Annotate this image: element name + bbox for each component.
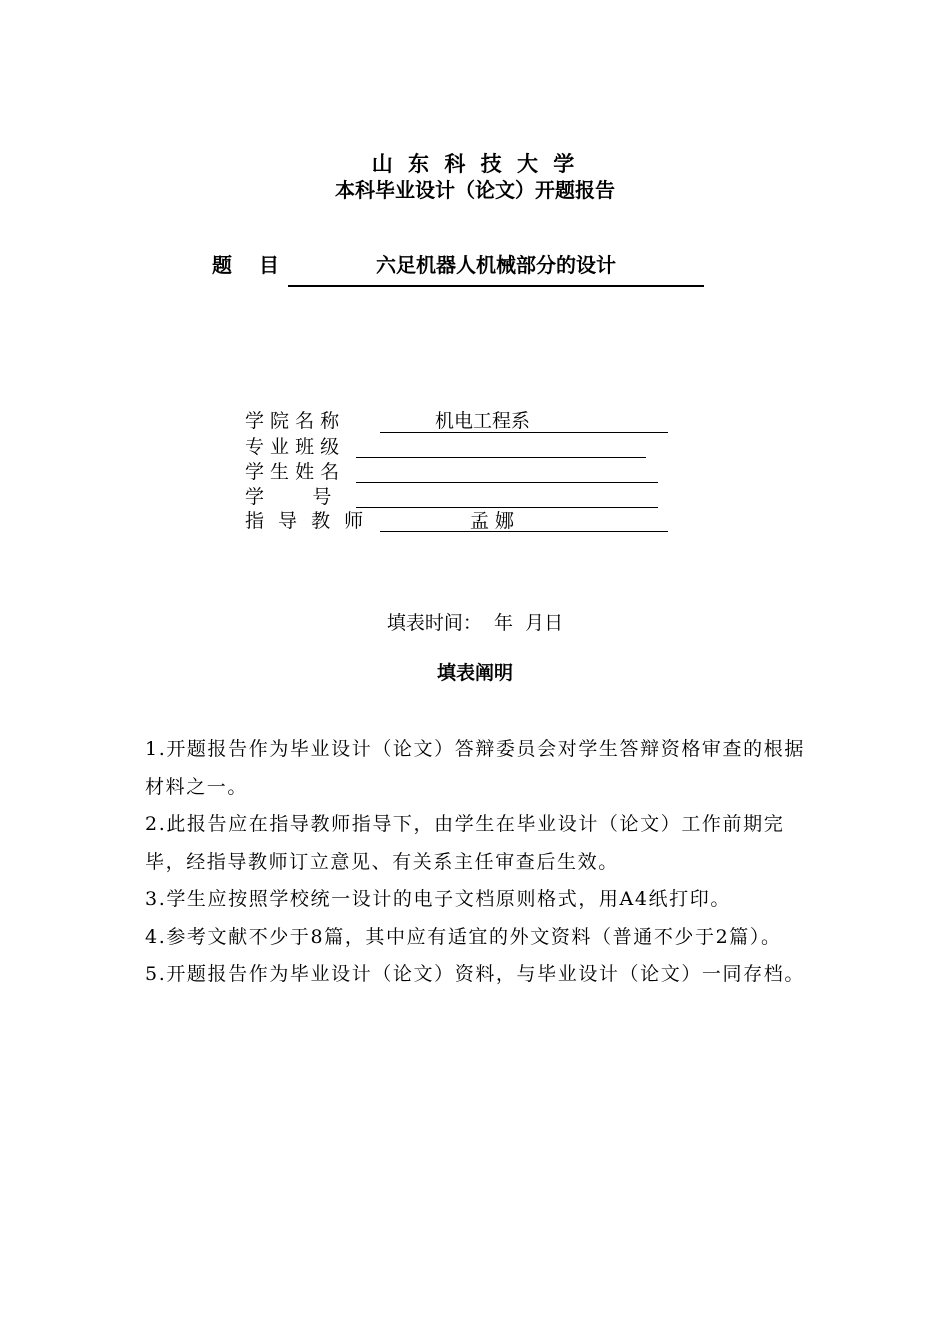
student-name-underline: [356, 482, 658, 483]
college-name-underline: [380, 432, 668, 433]
major-class-underline: [356, 457, 646, 458]
student-id-underline: [356, 507, 658, 508]
student-name-label: 学 生 姓 名: [245, 461, 340, 483]
college-name-value: 机电工程系: [435, 410, 531, 432]
explanation-item-1: 1.开题报告作为毕业设计（论文）答辩委员会对学生答辩资格审查的根据材料之一。: [145, 738, 805, 798]
major-class-label: 专 业 班 级: [245, 436, 340, 458]
college-name-label: 学 院 名 称: [245, 410, 340, 432]
university-name: 山 东 科 技 大 学: [371, 152, 579, 176]
topic-underline: [288, 285, 704, 287]
report-title: 本科毕业设计（论文）开题报告: [335, 178, 615, 202]
explanation-item-3: 3.学生应按照学校统一设计的电子文档原则格式，用A4纸打印。: [145, 888, 731, 910]
explanation-item-2: 2.此报告应在指导教师指导下，由学生在毕业设计（论文）工作前期完毕，经指导教师订立意见、有关系主任审查后生效。: [145, 813, 785, 873]
explanation-list: [145, 731, 807, 994]
topic-value: 六足机器人机械部分的设计: [376, 253, 616, 277]
advisor-label: 指 导 教 师: [245, 510, 368, 532]
student-id-label: 学 号: [245, 486, 332, 508]
fill-time: 填表时间： 年 月日: [386, 612, 564, 634]
topic-label: 题 目: [212, 253, 289, 277]
explanation-item-5: 5.开题报告作为毕业设计（论文）资料，与毕业设计（论文）一同存档。: [145, 963, 805, 985]
explanation-item-4: 4.参考文献不少于8篇，其中应有适宜的外文资料（普通不少于2篇）。: [145, 925, 782, 948]
advisor-underline: [380, 531, 668, 532]
explanation-title: 填表阐明: [436, 662, 513, 684]
advisor-value: 孟 娜: [470, 510, 515, 532]
